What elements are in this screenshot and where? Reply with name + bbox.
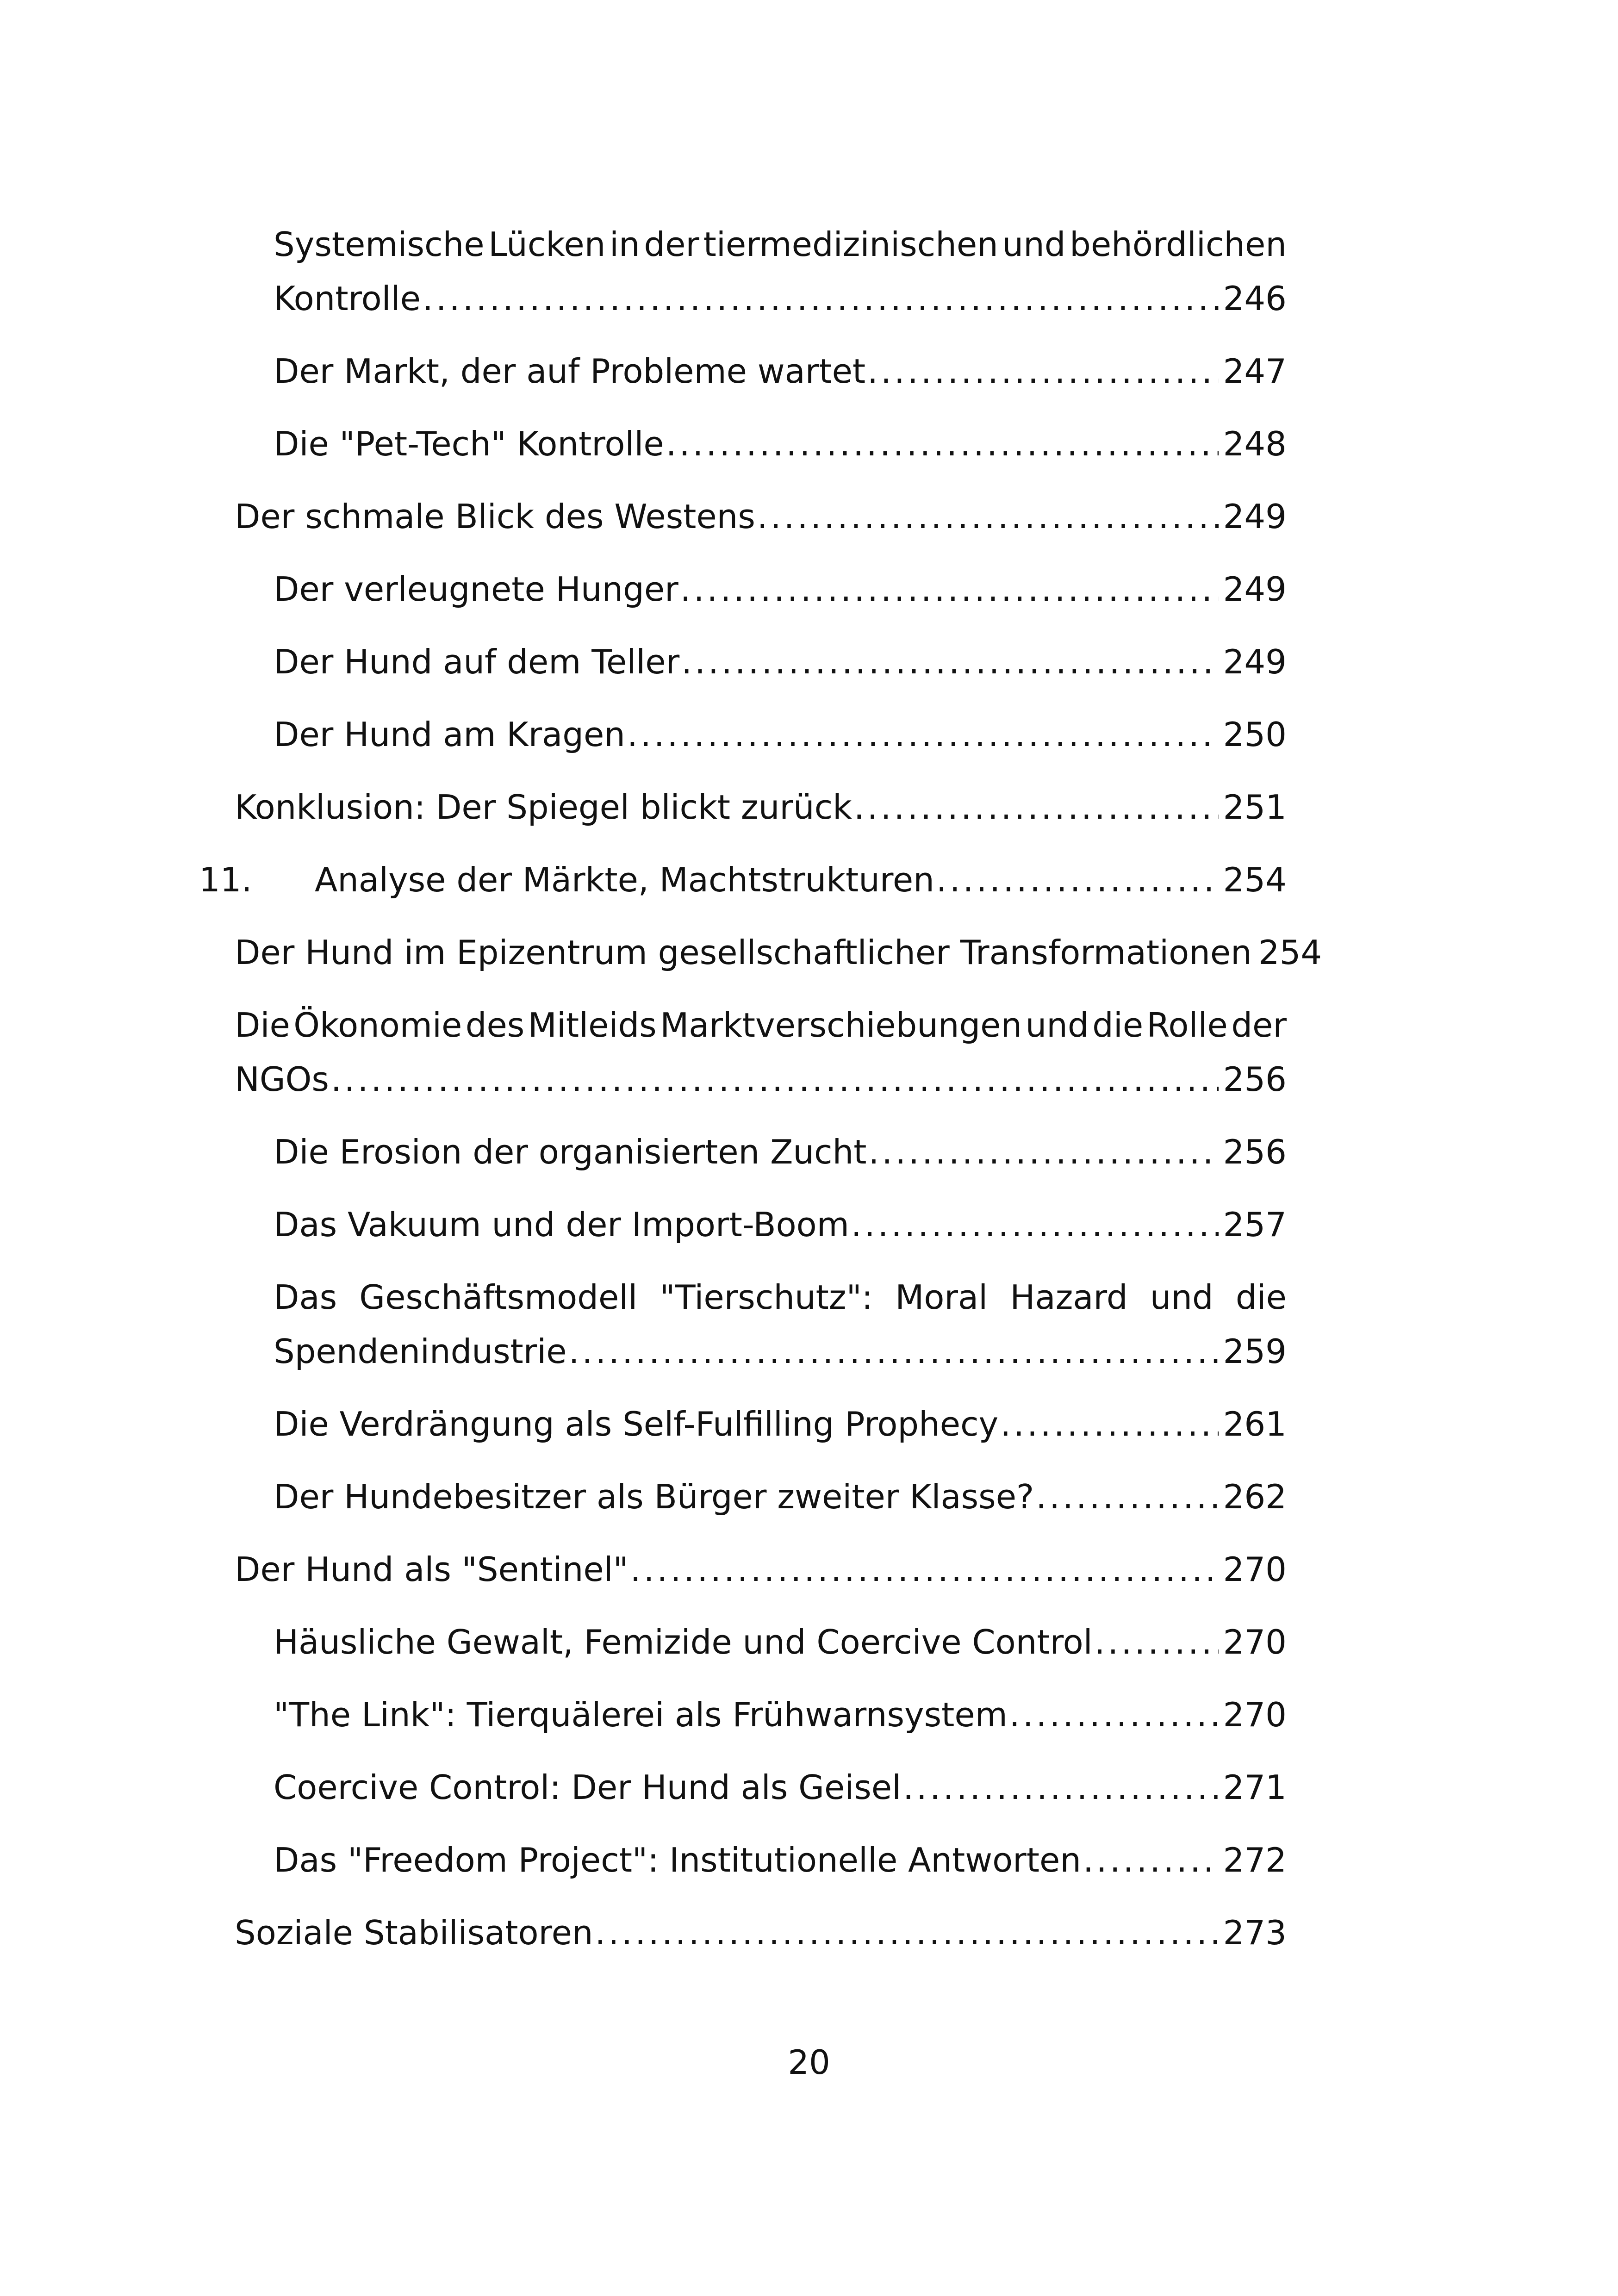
toc-entry-title: Soziale Stabilisatoren xyxy=(235,1913,593,1952)
dot-leader xyxy=(569,1325,1219,1379)
page-number: 20 xyxy=(788,2043,830,2082)
toc-word: Ökonomie xyxy=(293,1006,462,1045)
toc-entry[interactable] xyxy=(235,1906,1287,1960)
toc-entry-title: Der verleugnete Hunger xyxy=(274,570,678,609)
toc-entry-line xyxy=(199,853,1287,907)
toc-word: Das xyxy=(274,1278,337,1317)
dot-leader xyxy=(627,708,1219,762)
toc-word: Mitleids xyxy=(528,1006,657,1045)
toc-entry-line xyxy=(274,1761,1287,1815)
toc-entry-line xyxy=(274,635,1287,689)
toc-word: und xyxy=(1150,1278,1214,1317)
toc-entry[interactable] xyxy=(274,708,1287,762)
dot-leader xyxy=(867,344,1218,398)
dot-leader xyxy=(630,1543,1219,1597)
toc-entry-page: 256 xyxy=(1223,1132,1287,1171)
toc-word: der xyxy=(644,225,699,264)
toc-entry-title: Der Hund am Kragen xyxy=(274,715,625,754)
dot-leader xyxy=(757,490,1219,544)
toc-entry-first-line xyxy=(235,998,1287,1052)
dot-leader xyxy=(666,417,1219,471)
dot-leader xyxy=(1083,1833,1219,1887)
toc-entry-page: 256 xyxy=(1223,1060,1287,1099)
toc-entry-page: 249 xyxy=(1223,497,1287,536)
dot-leader xyxy=(680,562,1219,616)
toc-entry-title: Coercive Control: Der Hund als Geisel xyxy=(274,1768,902,1807)
toc-entry-line xyxy=(235,926,1322,980)
toc-word: Die xyxy=(235,1006,290,1045)
dot-leader xyxy=(681,635,1218,689)
toc-entry-page: 273 xyxy=(1223,1913,1287,1952)
toc-entry[interactable] xyxy=(274,344,1287,398)
dot-leader xyxy=(903,1761,1218,1815)
toc-word: die xyxy=(1235,1278,1287,1317)
toc-word: der xyxy=(1231,1006,1287,1045)
toc-entry-page: 246 xyxy=(1223,279,1287,318)
toc-entry-title: Die Verdrängung als Self-Fulfilling Prophecy xyxy=(274,1405,999,1444)
toc-entry-title: Häusliche Gewalt, Femizide und Coercive Control xyxy=(274,1623,1093,1661)
toc-entry-page: 261 xyxy=(1223,1405,1287,1444)
toc-entry-page: 270 xyxy=(1223,1623,1287,1661)
toc-word: Systemische xyxy=(274,225,485,264)
toc-entry-page: 257 xyxy=(1223,1205,1287,1244)
toc-entry-page: 259 xyxy=(1223,1332,1287,1371)
toc-entry-line xyxy=(274,1325,1287,1379)
toc-entry-title: "The Link": Tierquälerei als Frühwarnsystem xyxy=(274,1695,1008,1734)
toc-entry[interactable] xyxy=(274,635,1287,689)
toc-word: Geschäftsmodell xyxy=(359,1278,638,1317)
toc-entry-line xyxy=(274,1833,1287,1887)
toc-word: Rolle xyxy=(1146,1006,1228,1045)
toc-entry-line xyxy=(274,1688,1287,1742)
toc-entry-title: Der Hund als "Sentinel" xyxy=(235,1550,629,1589)
toc-word: in xyxy=(610,225,640,264)
toc-entry-line xyxy=(274,1470,1287,1524)
toc-entry-page: 249 xyxy=(1223,642,1287,681)
toc-entry-line xyxy=(235,490,1287,544)
toc-entry-line xyxy=(235,1052,1287,1107)
toc-entry-title: Spendenindustrie xyxy=(274,1332,567,1371)
toc-entry-page: 248 xyxy=(1223,424,1287,463)
toc-entry[interactable] xyxy=(274,1470,1287,1524)
toc-entry[interactable] xyxy=(274,218,1287,326)
toc-entry[interactable] xyxy=(235,780,1287,834)
toc-word: behördlichen xyxy=(1070,225,1287,264)
toc-entry-line xyxy=(274,272,1287,326)
toc-entry-page: 251 xyxy=(1223,788,1287,827)
toc-word: und xyxy=(1002,225,1066,264)
toc-word: Hazard xyxy=(1010,1278,1128,1317)
dot-leader xyxy=(1009,1688,1219,1742)
toc-entry[interactable] xyxy=(274,1761,1287,1815)
toc-entry-page: 270 xyxy=(1223,1550,1287,1589)
dot-leader xyxy=(1036,1470,1218,1524)
toc-entry-line xyxy=(274,1198,1287,1252)
dot-leader xyxy=(936,853,1219,907)
toc-entry[interactable] xyxy=(235,490,1287,544)
dot-leader xyxy=(851,1198,1219,1252)
toc-entry-page: 249 xyxy=(1223,570,1287,609)
toc-entry[interactable] xyxy=(274,1198,1287,1252)
toc-word: des xyxy=(465,1006,525,1045)
dot-leader xyxy=(331,1052,1219,1107)
dot-leader xyxy=(1000,1397,1218,1451)
toc-entry-title: NGOs xyxy=(235,1060,329,1099)
toc-entry[interactable] xyxy=(274,562,1287,616)
toc-entry-line xyxy=(274,417,1287,471)
toc-word: Moral xyxy=(895,1278,988,1317)
toc-entry[interactable] xyxy=(274,417,1287,471)
toc-entry[interactable] xyxy=(235,998,1287,1107)
toc-entry-title: Die "Pet-Tech" Kontrolle xyxy=(274,424,664,463)
toc-entry-page: 272 xyxy=(1223,1841,1287,1879)
toc-entry-title: Die Erosion der organisierten Zucht xyxy=(274,1132,867,1171)
toc-entry-line xyxy=(274,1125,1287,1179)
toc-entry-line xyxy=(274,1615,1287,1669)
toc-entry-line xyxy=(274,344,1287,398)
toc-entry[interactable] xyxy=(274,1397,1287,1451)
toc-entry-title: Analyse der Märkte, Machtstrukturen xyxy=(315,860,934,899)
toc-entry-title: Der schmale Blick des Westens xyxy=(235,497,755,536)
toc-entry-first-line xyxy=(274,1270,1287,1325)
toc-entry[interactable] xyxy=(235,1543,1287,1597)
toc-entry-page: 247 xyxy=(1223,352,1287,391)
toc-entry-page: 262 xyxy=(1223,1477,1287,1516)
toc-entry-title: Konklusion: Der Spiegel blickt zurück xyxy=(235,788,852,827)
toc-entry[interactable] xyxy=(274,1688,1287,1742)
toc-entry-line xyxy=(274,1397,1287,1451)
toc-word: die xyxy=(1092,1006,1144,1045)
toc-entry-page: 254 xyxy=(1223,860,1287,899)
toc-entry[interactable] xyxy=(274,1125,1287,1179)
toc-entry-page: 250 xyxy=(1223,715,1287,754)
dot-leader xyxy=(1095,1615,1219,1669)
toc-entry-line xyxy=(274,562,1287,616)
toc-entry-page: 271 xyxy=(1223,1768,1287,1807)
toc-entry-title: Das "Freedom Project": Institutionelle Antworten xyxy=(274,1841,1081,1879)
toc-entry[interactable] xyxy=(274,1833,1287,1887)
toc-entry-title: Der Hund auf dem Teller xyxy=(274,642,680,681)
toc-word: und xyxy=(1025,1006,1089,1045)
toc-entry-line xyxy=(235,1906,1287,1960)
toc-word: Marktverschiebungen xyxy=(660,1006,1022,1045)
dot-leader xyxy=(423,272,1219,326)
toc-entry-title: Der Markt, der auf Probleme wartet xyxy=(274,352,866,391)
toc-word: "Tierschutz": xyxy=(660,1278,873,1317)
toc-entry[interactable] xyxy=(274,1270,1287,1379)
dot-leader xyxy=(595,1906,1219,1960)
toc-entry[interactable] xyxy=(235,926,1322,980)
chapter-number: 11. xyxy=(199,860,252,899)
toc-chapter[interactable] xyxy=(199,853,1287,907)
dot-leader xyxy=(868,1125,1218,1179)
toc-entry-title: Das Vakuum und der Import-Boom xyxy=(274,1205,849,1244)
toc-entry-title: Kontrolle xyxy=(274,279,421,318)
toc-entry-page: 254 xyxy=(1258,933,1322,972)
toc-word: tiermedizinischen xyxy=(703,225,998,264)
toc-entry-line xyxy=(235,1543,1287,1597)
toc-word: Lücken xyxy=(488,225,606,264)
toc-entry-line xyxy=(274,708,1287,762)
dot-leader xyxy=(854,780,1219,834)
toc-entry-title: Der Hund im Epizentrum gesellschaftlicher Transformationen xyxy=(235,933,1252,972)
toc-entry[interactable] xyxy=(274,1615,1287,1669)
toc-entry-title: Der Hundebesitzer als Bürger zweiter Klasse? xyxy=(274,1477,1034,1516)
toc-entry-first-line xyxy=(274,218,1287,272)
toc-entry-page: 270 xyxy=(1223,1695,1287,1734)
toc-entry-line xyxy=(235,780,1287,834)
